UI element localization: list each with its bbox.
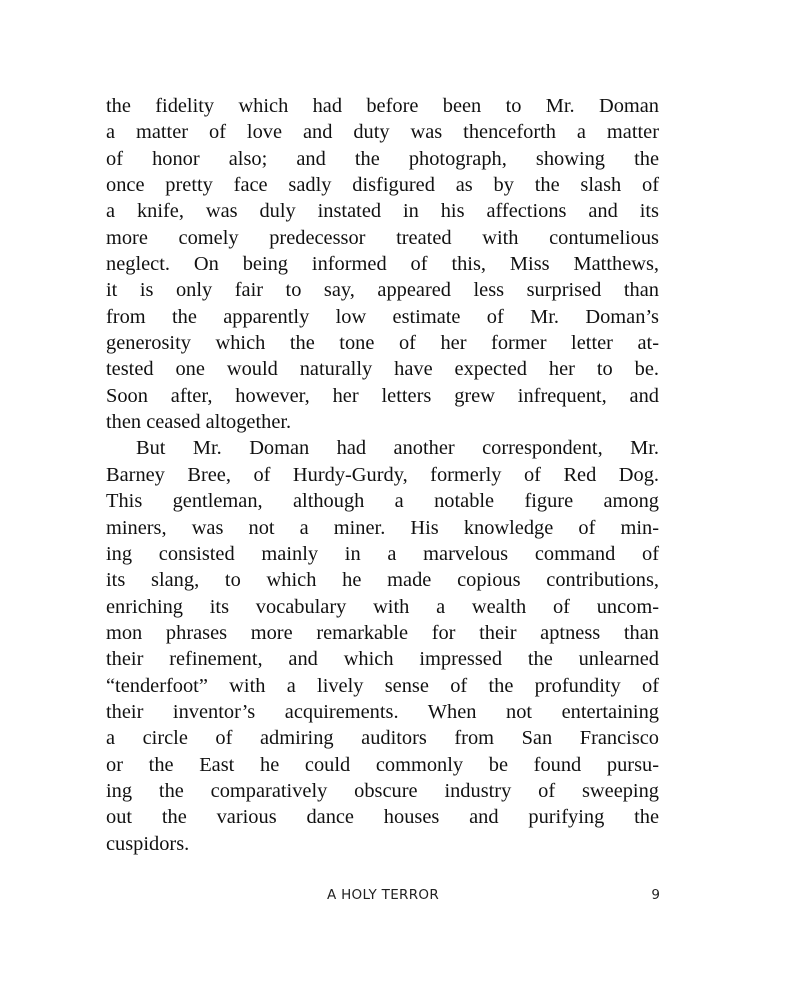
text-line: its slang, to which he made copious contributions, <box>106 569 659 592</box>
text-line: neglect. On being informed of this, Miss Matthews, <box>106 253 659 276</box>
text-line: it is only fair to say, appeared less surprised than <box>106 279 659 302</box>
text-line: ing consisted mainly in a marvelous command of <box>106 542 659 565</box>
text-line: out the various dance houses and purifying the <box>106 806 659 829</box>
running-title: A HOLY TERROR <box>326 887 439 903</box>
text-line: a matter of love and duty was thenceforth a matter <box>106 121 659 144</box>
text-line: mon phrases more remarkable for their aptness than <box>106 621 659 644</box>
text-line: once pretty face sadly disfigured as by the slash of <box>106 174 659 197</box>
text-line: tested one would naturally have expected her to be. <box>106 358 659 381</box>
text-line: generosity which the tone of her former letter at- <box>106 332 659 355</box>
text-line: “tenderfoot” with a lively sense of the profundity of <box>106 674 659 697</box>
text-line: a knife, was duly instated in his affections and its <box>106 200 659 223</box>
text-line: or the East he could commonly be found pursu- <box>106 753 659 776</box>
text-line: Barney Bree, of Hurdy-Gurdy, formerly of Red Dog. <box>106 463 659 486</box>
text-line: of honor also; and the photograph, showing the <box>106 147 659 170</box>
body-text <box>106 93 659 857</box>
paragraph-end-line: then ceased altogether. <box>106 411 292 434</box>
page-number: 9 <box>651 887 660 903</box>
text-line: a circle of admiring auditors from San Francisco <box>106 727 659 750</box>
text-line: ing the comparatively obscure industry of sweeping <box>106 779 659 802</box>
text-line: enriching its vocabulary with a wealth of uncom- <box>106 595 659 618</box>
text-line: miners, was not a miner. His knowledge of min- <box>106 516 659 539</box>
text-line: from the apparently low estimate of Mr. Doman’s <box>106 305 659 328</box>
text-line: This gentleman, although a notable figure among <box>106 490 659 513</box>
paragraph-start-line: But Mr. Doman had another correspondent, Mr. <box>136 437 659 460</box>
text-line: the fidelity which had before been to Mr. Doman <box>106 95 659 117</box>
text-line: their refinement, and which impressed the unlearned <box>106 648 659 671</box>
paragraph-end-line: cuspidors. <box>106 832 190 855</box>
text-line: more comely predecessor treated with contumelious <box>106 226 659 249</box>
text-line: their inventor’s acquirements. When not entertaining <box>106 700 659 723</box>
text-line: Soon after, however, her letters grew infrequent, and <box>106 384 659 407</box>
